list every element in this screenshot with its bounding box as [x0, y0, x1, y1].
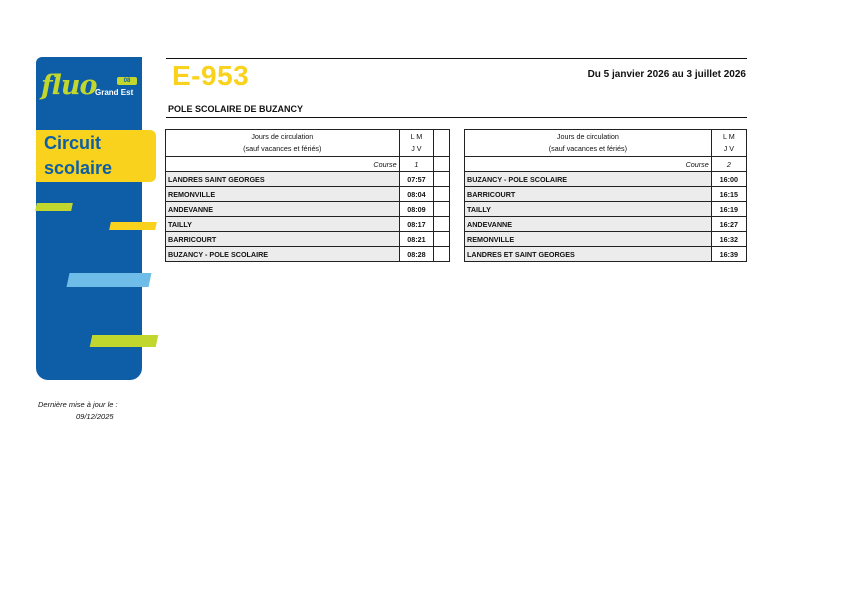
days-code-line2: J V [411, 144, 422, 153]
spacer-cell [434, 187, 450, 202]
days-code-line1: L M [723, 132, 735, 141]
stop-time: 08:28 [399, 247, 434, 262]
spacer-cell [434, 157, 450, 172]
stop-time: 08:17 [399, 217, 434, 232]
table-row [465, 172, 747, 187]
stop-name: ANDEVANNE [166, 202, 400, 217]
stop-name: REMONVILLE [465, 232, 712, 247]
stop-time: 16:00 [711, 172, 746, 187]
top-rule [166, 58, 747, 59]
stop-name: LANDRES SAINT GEORGES [166, 172, 400, 187]
fluo-logo: fluo [41, 70, 97, 101]
course-number: 2 [711, 157, 746, 172]
table-row [166, 247, 450, 262]
last-update-date: 09/12/2025 [76, 412, 114, 421]
stop-name: TAILLY [166, 217, 400, 232]
last-update-label: Dernière mise à jour le : [38, 400, 118, 409]
course-number: 1 [399, 157, 434, 172]
stop-time: 16:39 [711, 247, 746, 262]
spacer-cell [434, 247, 450, 262]
stop-time: 08:04 [399, 187, 434, 202]
table-row [465, 202, 747, 217]
course-label: Course [465, 157, 712, 172]
line-subtitle: POLE SCOLAIRE DE BUZANCY [168, 104, 304, 114]
table-row [465, 247, 747, 262]
stop-name: ANDEVANNE [465, 217, 712, 232]
brand-band [36, 57, 142, 380]
stop-time: 07:57 [399, 172, 434, 187]
circuit-scolaire-label [44, 131, 112, 181]
grand-est-logo-text: Grand Est [95, 88, 134, 97]
days-header-line2: (sauf vacances et fériés) [548, 144, 628, 153]
days-header [166, 130, 400, 157]
stop-name: BARRICOURT [465, 187, 712, 202]
timetable-course-1 [165, 129, 450, 262]
table-row [166, 217, 450, 232]
spacer-cell [434, 202, 450, 217]
days-header-line1: Jours de circulation [556, 132, 619, 141]
table-row [166, 187, 450, 202]
stop-name: REMONVILLE [166, 187, 400, 202]
table-row [465, 232, 747, 247]
spacer-cell [434, 130, 450, 157]
days-header [465, 130, 712, 157]
table-row [465, 187, 747, 202]
stop-time: 08:09 [399, 202, 434, 217]
spacer-cell [434, 232, 450, 247]
stop-time: 16:19 [711, 202, 746, 217]
stripe-yellow [109, 222, 157, 230]
validity-period: Du 5 janvier 2026 au 3 juillet 2026 [587, 69, 746, 80]
days-code [711, 130, 746, 157]
stop-time: 16:27 [711, 217, 746, 232]
table-row [166, 202, 450, 217]
table-row [166, 172, 450, 187]
route-number: E-953 [172, 60, 250, 91]
spacer-cell [434, 172, 450, 187]
section-line-1: Circuit [44, 133, 102, 153]
department-badge: 08 [117, 77, 137, 85]
table-row [166, 232, 450, 247]
days-header-line2: (sauf vacances et fériés) [243, 144, 322, 153]
stop-name: LANDRES ET SAINT GEORGES [465, 247, 712, 262]
days-code-line1: L M [410, 132, 423, 141]
stripe-green-1 [35, 203, 73, 211]
stop-name: TAILLY [465, 202, 712, 217]
section-line-2: scolaire [44, 158, 113, 178]
stripe-light-blue [67, 273, 152, 287]
table-row [465, 217, 747, 232]
stripe-green-2 [90, 335, 159, 347]
stop-name: BUZANCY - POLE SCOLAIRE [465, 172, 712, 187]
spacer-cell [434, 217, 450, 232]
subtitle-rule [166, 117, 747, 118]
stop-time: 08:21 [399, 232, 434, 247]
timetable-course-2 [464, 129, 747, 262]
days-header-line1: Jours de circulation [251, 132, 314, 141]
course-label: Course [166, 157, 400, 172]
stop-name: BUZANCY - POLE SCOLAIRE [166, 247, 400, 262]
stop-time: 16:15 [711, 187, 746, 202]
days-code-line2: J V [723, 144, 735, 153]
stop-time: 16:32 [711, 232, 746, 247]
days-code [399, 130, 434, 157]
stop-name: BARRICOURT [166, 232, 400, 247]
